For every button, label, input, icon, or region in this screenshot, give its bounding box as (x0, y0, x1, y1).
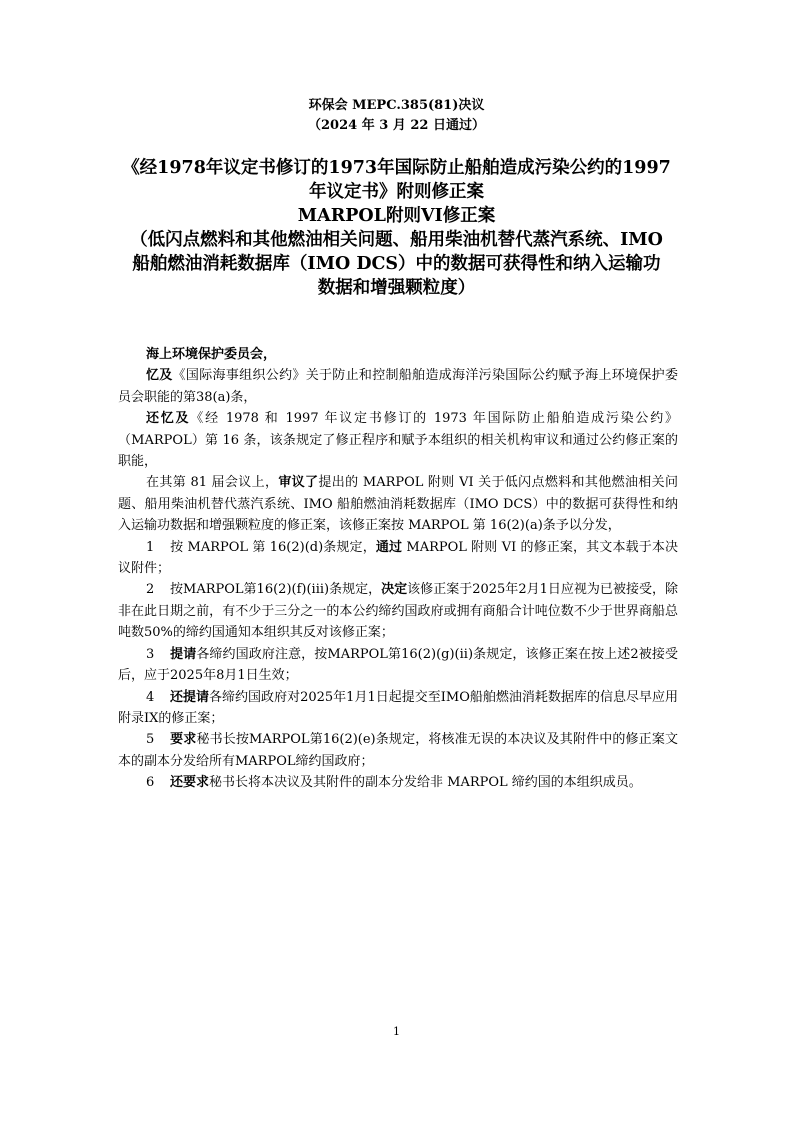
paragraph-text: 《国际海事组织公约》关于防止和控制船舶造成海洋污染国际公约赋予海上环境保护委员会职能的第38(a)条， (118, 368, 678, 405)
title-line: 数据和增强颗粒度） (317, 278, 476, 298)
paragraph-number: 1 (146, 539, 155, 555)
paragraph-text: 各缔约国政府注意，按MARPOL第16(2)(g)(ii)条规定，该修正案在按上述2被接受后，应于2025年8月1日生效； (118, 646, 678, 684)
paragraph-lead: 还要求 (170, 775, 210, 791)
paragraph-number: 4 (146, 689, 155, 705)
paragraph-lead: 通过 (375, 539, 403, 555)
paragraph-text: 该修正案于2025年2月1日应视为已被接受，除非在此日期之前，有不少于三分之一的本公约缔约国政府或拥有商船合计吨位数不少于世界商船总吨数50%的缔约国通知本组织其反对该修正案； (118, 582, 678, 641)
paragraph-lead: 还忆及 (146, 411, 191, 427)
preamble-paragraph (118, 472, 678, 536)
paragraph-intro: 在其第 81 届会议上， (146, 475, 279, 491)
paragraph-number: 5 (146, 732, 155, 748)
operative-paragraph (118, 644, 678, 687)
paragraph-lead: 还提请 (170, 689, 210, 705)
operative-paragraph (118, 687, 678, 730)
preamble-paragraph (118, 408, 678, 472)
operative-paragraph (118, 729, 678, 772)
title-line: 《经1978年议定书修订的1973年国际防止船舶造成污染公约的1997 (122, 158, 671, 178)
preamble-paragraph (118, 365, 678, 408)
paragraph-text: 秘书长按MARPOL第16(2)(e)条规定，将核准无误的本决议及其附件中的修正案文本的副本分发给所有MARPOL缔约国政府； (118, 732, 678, 769)
document-title (110, 156, 683, 300)
paragraph-intro: 按 MARPOL 第 16(2)(d)条规定， (170, 539, 376, 555)
committee-heading: 海上环境保护委员会， (146, 347, 277, 362)
paragraph-lead: 要求 (170, 732, 197, 748)
paragraph-lead: 审议了 (278, 475, 319, 491)
adoption-date: （2024 年 3 月 22 日通过） (308, 118, 485, 133)
resolution-body (118, 344, 678, 794)
operative-paragraph (118, 772, 678, 793)
resolution-number: 环保会 MEPC.385(81)决议 (308, 98, 485, 113)
title-line: 年议定书》附则修正案 (309, 182, 484, 202)
page-number: 1 (393, 1025, 400, 1038)
paragraph-number: 6 (146, 775, 155, 791)
operative-paragraph (118, 579, 678, 643)
title-line: 船舶燃油消耗数据库（IMO DCS）中的数据可获得性和纳入运输功 (132, 254, 661, 274)
paragraph-number: 3 (146, 646, 155, 662)
paragraph-text: 秘书长将本决议及其附件的副本分发给非 MARPOL 缔约国的本组织成员。 (209, 775, 642, 791)
title-line: MARPOL附则VI修正案 (297, 206, 496, 226)
paragraph-lead: 决定 (381, 582, 408, 598)
title-line: （低闪点燃料和其他燃油相关问题、船用柴油机替代蒸汽系统、IMO (130, 230, 663, 250)
paragraph-text: 提出的 MARPOL 附则 VI 关于低闪点燃料和其他燃油相关问题、船用柴油机替代蒸汽系统、IMO 船舶燃油消耗数据库（IMO DCS）中的数据可获得性和纳入运输功数据和增强颗粒度的修正案，该修正案按 MARPOL 第 16(2)(a)条予以分发， (118, 475, 678, 534)
paragraph-text: 各缔约国政府对2025年1月1日起提交至IMO船舶燃油消耗数据库的信息尽早应用附录IX的修正案； (118, 689, 678, 726)
paragraph-lead: 提请 (170, 646, 197, 662)
paragraph-text: 《经 1978 和 1997 年议定书修订的 1973 年国际防止船舶造成污染公约》（MARPOL）第 16 条，该条规定了修正程序和赋予本组织的相关机构审议和通过公约修正案的职能， (118, 411, 678, 470)
paragraph-lead: 忆及 (146, 368, 173, 384)
operative-paragraph (118, 537, 678, 580)
paragraph-intro: 按MARPOL第16(2)(f)(iii)条规定， (170, 582, 382, 598)
paragraph-number: 2 (146, 582, 155, 598)
paragraph-text: MARPOL 附则 VI 的修正案，其文本载于本决议附件； (118, 539, 678, 577)
resolution-header (0, 96, 793, 136)
